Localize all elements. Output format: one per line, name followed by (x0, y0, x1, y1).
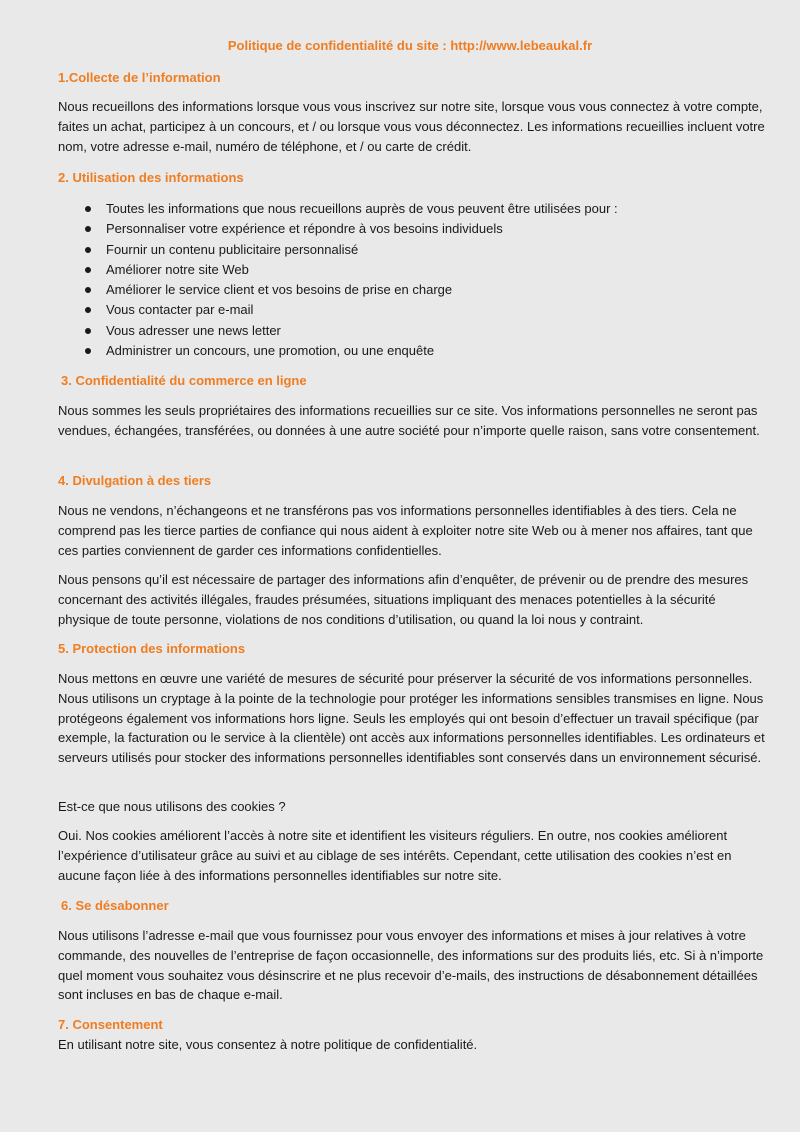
bullet-icon (85, 206, 91, 212)
cookies-question: Est-ce que nous utilisons des cookies ? (58, 799, 286, 814)
section-2-heading: 2. Utilisation des informations (58, 170, 244, 185)
list-item: Vous contacter par e-mail (58, 300, 618, 320)
section-4-paragraph-2: Nous pensons qu’il est nécessaire de partager des informations afin d’enquêter, de prévenir ou de prendre des mesures concernant des activités illégales, fraudes présumées, situations impliquant des menaces potentielles à la sécurité physique de toute personne, violations de nos conditions d’utilisation, ou quand la loi nous y contraint. (58, 572, 749, 627)
bullet-icon (85, 287, 91, 293)
section-5-paragraph-1: Nous mettons en œuvre une variété de mesures de sécurité pour préserver la sécurité de vos informations personnelles. Nous utilisons un cryptage à la pointe de la technologie pour protéger les informations sensibles transmises en ligne. Nous protégeons également vos informations hors ligne. Seuls les employés qui ont besoin d’effectuer un travail spécifique (par exemple, la facturation ou le service à la clientèle) ont accès aux informations personnelles identifiables. Les ordinateurs et serveurs utilisés pour stocker des informations personnelles identifiables sont conservés dans un environnement sécurisé. (58, 671, 765, 766)
section-3-heading: 3. Confidentialité du commerce en ligne (61, 373, 307, 388)
section-4-heading: 4. Divulgation à des tiers (58, 473, 212, 488)
section-1-paragraph: Nous recueillons des informations lorsque vous vous inscrivez sur notre site, lorsque vous vous connectez à votre compte, faites un achat, participez à un concours, et / ou lorsque vous vous déconnectez. Les informations recueillies incluent votre nom, votre adresse e-mail, numéro de téléphone, et / ou carte de crédit. (58, 99, 765, 154)
section-4-paragraph-1: Nous ne vendons, n’échangeons et ne transférons pas vos informations personnelles identifiables à des tiers. Cela ne comprend pas les tierce parties de confiance qui nous aident à exploiter notre site Web ou à mener nos affaires, tant que ces parties conviennent de garder ces informations confidentielles. (58, 503, 753, 558)
section-6-heading: 6. Se désabonner (61, 898, 169, 913)
bullet-icon (85, 226, 91, 232)
section-5-heading: 5. Protection des informations (58, 641, 246, 656)
bullet-icon (85, 307, 91, 313)
section-3-paragraph: Nous sommes les seuls propriétaires des informations recueillies sur ce site. Vos informations personnelles ne seront pas vendues, échangées, transférées, ou données à une autre société pour n’importe quelle raison, sans votre consentement. (58, 403, 760, 438)
bullet-icon (85, 247, 91, 253)
list-item: Personnaliser votre expérience et répondre à vos besoins individuels (58, 219, 618, 239)
list-item: Améliorer le service client et vos besoins de prise en charge (58, 280, 618, 300)
section-1-heading: 1.Collecte de l’information (58, 70, 221, 85)
section-5-paragraph-2: Oui. Nos cookies améliorent l’accès à notre site et identifient les visiteurs réguliers. En outre, nos cookies améliorent l’expérience d’utilisateur grâce au suivi et au ciblage de ses intérêts. Cependant, cette utilisation des cookies n’est en aucune façon liée à des informations personnelles identifiables sur notre site. (58, 828, 732, 883)
bullet-icon (85, 328, 91, 334)
usage-bullet-list (58, 199, 618, 361)
list-item: Toutes les informations que nous recueillons auprès de vous peuvent être utilisées pour : (58, 199, 618, 219)
list-item: Améliorer notre site Web (58, 260, 618, 280)
list-item: Vous adresser une news letter (58, 321, 618, 341)
section-7-paragraph: En utilisant notre site, vous consentez à notre politique de confidentialité. (58, 1037, 478, 1052)
bullet-icon (85, 348, 91, 354)
bullet-icon (85, 267, 91, 273)
list-item: Administrer un concours, une promotion, ou une enquête (58, 341, 618, 361)
section-6-paragraph: Nous utilisons l’adresse e-mail que vous fournissez pour vous envoyer des informations et mises à jour relatives à votre commande, des nouvelles de l’entreprise de façon occasionnelle, des informations sur des produits liés, etc. Si à n’importe quel moment vous souhaitez vous désinscrire et ne plus recevoir d’e-mails, des instructions de désabonnement détaillées sont incluses en bas de chaque e-mail. (58, 928, 764, 1003)
document-title: Politique de confidentialité du site : http://www.lebeaukal.fr (227, 38, 593, 53)
section-7-heading: 7. Consentement (58, 1017, 163, 1032)
list-item: Fournir un contenu publicitaire personnalisé (58, 240, 618, 260)
